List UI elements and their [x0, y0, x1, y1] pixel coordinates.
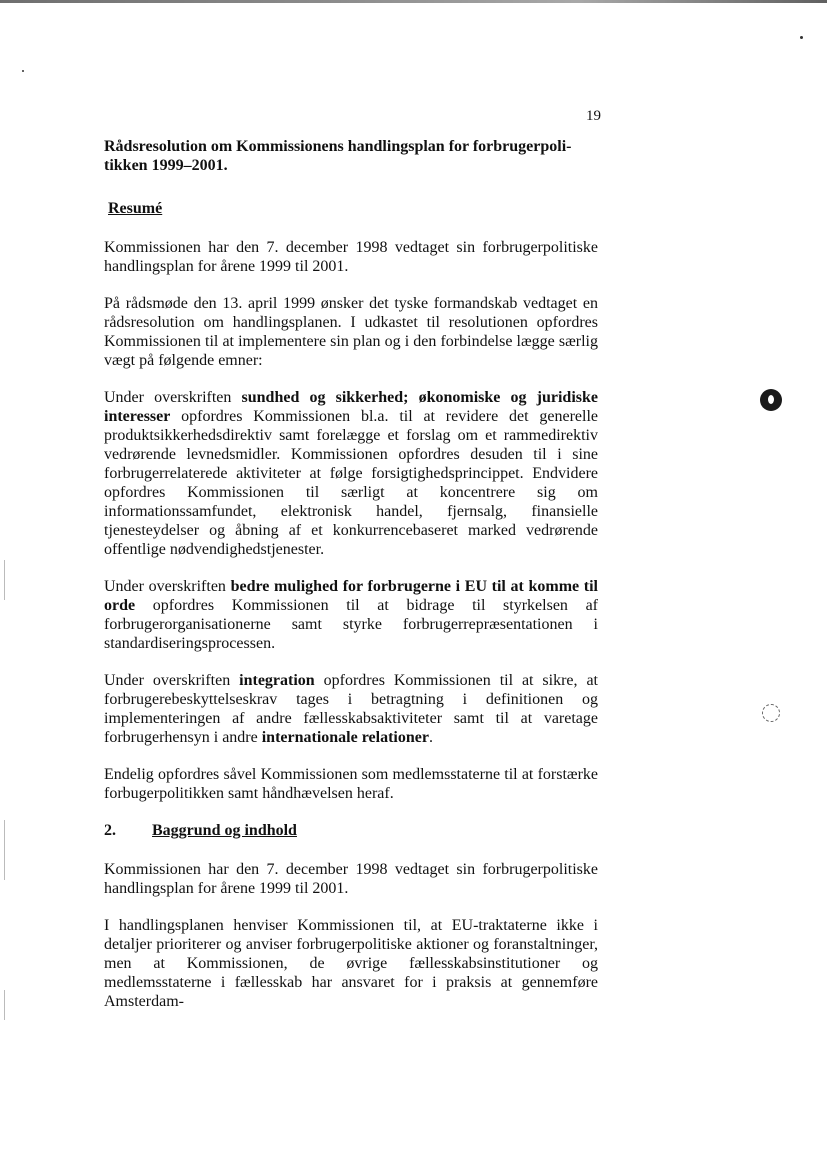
resume-heading: Resumé — [108, 200, 163, 217]
paragraph-text: Under overskriften — [104, 672, 240, 689]
section-title: Baggrund og indhold — [152, 822, 297, 839]
paragraph-text: opfordres Kommissionen til at bidrage til styrkelsen af forbrugerorganisationerne samt styrke forbrugerrepræsentationen i standardiseringsprocessen. — [104, 597, 598, 652]
resume-paragraph-4 — [104, 577, 598, 653]
resume-paragraph-1: Kommissionen har den 7. december 1998 vedtaget sin forbrugerpolitiske handlingsplan for årene 1999 til 2001. — [104, 239, 598, 275]
emphasis-text: bedre mulighed for forbrugerne i EU til at komme til orde — [104, 578, 599, 614]
section-number: 2. — [104, 822, 116, 839]
emphasis-text: sundhed og sikkerhed; økonomiske og juridiske interesser — [104, 389, 598, 425]
scan-margin-mark — [4, 560, 5, 600]
paragraph-text: Under overskriften — [104, 578, 231, 595]
document-body — [104, 137, 598, 1029]
resume-paragraph-6: Endelig opfordres såvel Kommissionen som medlemsstaterne til at forstærke forbugerpolitikken samt håndhævelsen heraf. — [104, 766, 598, 802]
section-2-heading — [104, 821, 598, 840]
scan-margin-mark — [4, 820, 5, 880]
filled-circle-mark-icon — [760, 389, 782, 411]
emphasis-text: internationale relationer — [261, 729, 429, 746]
resume-paragraph-2: På rådsmøde den 13. april 1999 ønsker det tyske formandskab vedtaget en rådsresolution om handlingsplanen. I udkastet til resolutionen opfordres Kommissionen til at implementere sin plan og i den forbindelse lægge særlig vægt på følgende emner: — [104, 295, 598, 369]
open-circle-mark-icon — [762, 704, 780, 722]
emphasis-text: integration — [239, 672, 315, 689]
paragraph-text: opfordres Kommissionen til at sikre, at forbrugerebeskyttelseskrav tages i betragtning i definitionen og implementeringen af andre fællesskabsaktiviteter samt til at varetage forbrugerhensyn i andre — [104, 672, 599, 746]
resume-paragraph-5 — [104, 671, 598, 747]
section-2-paragraph-1: Kommissionen har den 7. december 1998 vedtaget sin forbrugerpolitiske handlingsplan for årene 1999 til 2001. — [104, 861, 598, 897]
scan-speck — [800, 36, 803, 39]
paragraph-text: opfordres Kommissionen bl.a. til at revidere det generelle produktsikkerhedsdirektiv samt forelægge et forslag om et rammedirektiv vedrørende levnedsmidler. Kommissionen opfordres desuden til i sine forbrugerrelaterede aktiviteter at følge forsigtighedsprincippet. Endvidere opfordres Kommissionen til særligt at koncentrere sig om informationssamfundet, elektronisk handel, fjernsalg, finansielle tjenesteydelser og åbning af et konkurrencebaseret marked vedrørende offentlige nødvendighedstjenester. — [104, 408, 598, 558]
paragraph-text: Under overskriften — [104, 389, 242, 406]
resume-paragraph-3 — [104, 388, 598, 559]
scan-top-edge — [0, 0, 827, 3]
scan-margin-mark — [4, 990, 5, 1020]
scan-speck — [22, 70, 24, 72]
section-2-paragraph-2: I handlingsplanen henviser Kommissionen til, at EU-traktaterne ikke i detaljer prioriterer og anviser forbrugerpolitiske aktioner og foranstaltninger, men at Kommissionen, de øvrige fællesskabsinstitutioner og medlemsstaterne i fællesskab har ansvaret for i praksis at gennemføre Amsterdam- — [104, 917, 598, 1010]
paragraph-text: . — [428, 729, 433, 746]
page-number: 19 — [586, 108, 601, 124]
document-title: Rådsresolution om Kommissionens handlingsplan for forbrugerpoli-tikken 1999–2001. — [104, 138, 572, 174]
